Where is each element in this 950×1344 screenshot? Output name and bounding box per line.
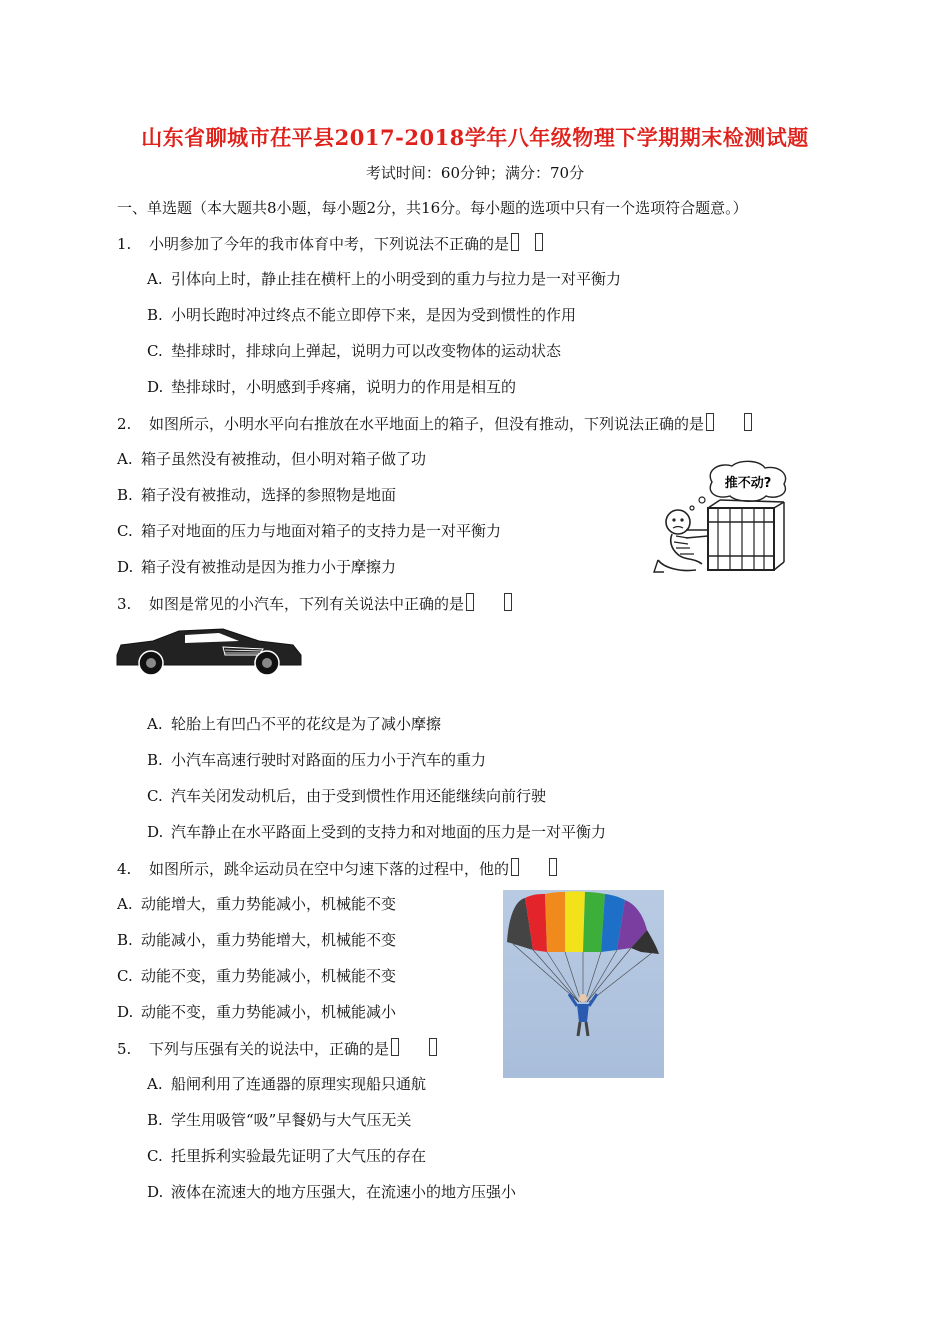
question-1-option-b: B. 小明长跑时冲过终点不能立即停下来，是因为受到惯性的作用 bbox=[147, 306, 577, 324]
answer-bracket bbox=[466, 593, 474, 611]
question-number: 4. bbox=[117, 860, 132, 878]
question-5-option-d: D. 液体在流速大的地方压强大，在流速小的地方压强小 bbox=[147, 1183, 517, 1201]
answer-bracket bbox=[504, 593, 512, 611]
question-number: 5. bbox=[117, 1040, 132, 1058]
question-3-option-c: C. 汽车关闭发动机后，由于受到惯性作用还能继续向前行驶 bbox=[147, 787, 547, 805]
question-5-stem bbox=[117, 1038, 437, 1059]
question-2-option-b: B. 箱子没有被推动，选择的参照物是地面 bbox=[117, 486, 397, 504]
question-number: 3. bbox=[117, 595, 132, 613]
question-text: 小明参加了今年的我市体育中考，下列说法不正确的是 bbox=[149, 235, 510, 253]
question-text: 如图所示，跳伞运动员在空中匀速下落的过程中，他的 bbox=[149, 860, 510, 878]
question-3-option-d: D. 汽车静止在水平路面上受到的支持力和对地面的压力是一对平衡力 bbox=[147, 823, 607, 841]
question-5-option-a: A. 船闸利用了连通器的原理实现船只通航 bbox=[147, 1075, 427, 1093]
question-number: 1. bbox=[117, 235, 132, 253]
question-4-option-a: A. 动能增大，重力势能减小，机械能不变 bbox=[117, 895, 397, 913]
question-3-option-a: A. 轮胎上有凹凸不平的花纹是为了减小摩擦 bbox=[147, 715, 442, 733]
answer-bracket bbox=[429, 1038, 437, 1056]
sports-car-figure bbox=[113, 625, 305, 677]
answer-bracket bbox=[535, 233, 543, 251]
parachute-figure bbox=[503, 890, 664, 1078]
question-2-option-d: D. 箱子没有被推动是因为推力小于摩擦力 bbox=[117, 558, 397, 576]
question-number: 2. bbox=[117, 415, 132, 433]
question-1-option-c: C. 垫排球时，排球向上弹起，说明力可以改变物体的运动状态 bbox=[147, 342, 562, 360]
question-text: 如图所示，小明水平向右推放在水平地面上的箱子，但没有推动，下列说法正确的是 bbox=[149, 415, 705, 433]
question-4-option-b: B. 动能减小，重力势能增大，机械能不变 bbox=[117, 931, 397, 949]
answer-bracket bbox=[511, 858, 519, 876]
box-pushing-figure bbox=[650, 460, 795, 575]
question-2-stem bbox=[117, 413, 752, 434]
question-2-option-a: A. 箱子虽然没有被推动，但小明对箱子做了功 bbox=[117, 450, 427, 468]
question-3-option-b: B. 小汽车高速行驶时对路面的压力小于汽车的重力 bbox=[147, 751, 487, 769]
answer-bracket bbox=[549, 858, 557, 876]
question-2-option-c: C. 箱子对地面的压力与地面对箱子的支持力是一对平衡力 bbox=[117, 522, 502, 540]
page-title: 山东省聊城市茌平县2017-2018学年八年级物理下学期期末检测试题 bbox=[141, 125, 809, 150]
question-4-option-d: D. 动能不变，重力势能减小，机械能减小 bbox=[117, 1003, 397, 1021]
question-4-stem bbox=[117, 858, 557, 879]
section-heading: 一、单选题（本大题共8小题，每小题2分，共16分。每小题的选项中只有一个选项符合题意。） bbox=[117, 199, 748, 217]
thought-bubble-text: 推不动? bbox=[724, 476, 772, 491]
question-1-option-a: A. 引体向上时，静止挂在横杆上的小明受到的重力与拉力是一对平衡力 bbox=[147, 270, 622, 288]
question-text: 下列与压强有关的说法中，正确的是 bbox=[149, 1040, 390, 1058]
answer-bracket bbox=[744, 413, 752, 431]
question-5-option-b: B. 学生用吸管“吸”早餐奶与大气压无关 bbox=[147, 1111, 412, 1129]
answer-bracket bbox=[391, 1038, 399, 1056]
question-4-option-c: C. 动能不变，重力势能减小，机械能不变 bbox=[117, 967, 397, 985]
question-5-option-c: C. 托里拆利实验最先证明了大气压的存在 bbox=[147, 1147, 427, 1165]
answer-bracket bbox=[706, 413, 714, 431]
exam-info: 考试时间：60分钟；满分：70分 bbox=[365, 164, 585, 182]
question-1-stem bbox=[117, 233, 543, 254]
question-1-option-d: D. 垫排球时，小明感到手疼痛，说明力的作用是相互的 bbox=[147, 378, 517, 396]
question-text: 如图是常见的小汽车，下列有关说法中正确的是 bbox=[149, 595, 465, 613]
answer-bracket bbox=[511, 233, 519, 251]
question-3-stem bbox=[117, 593, 512, 614]
